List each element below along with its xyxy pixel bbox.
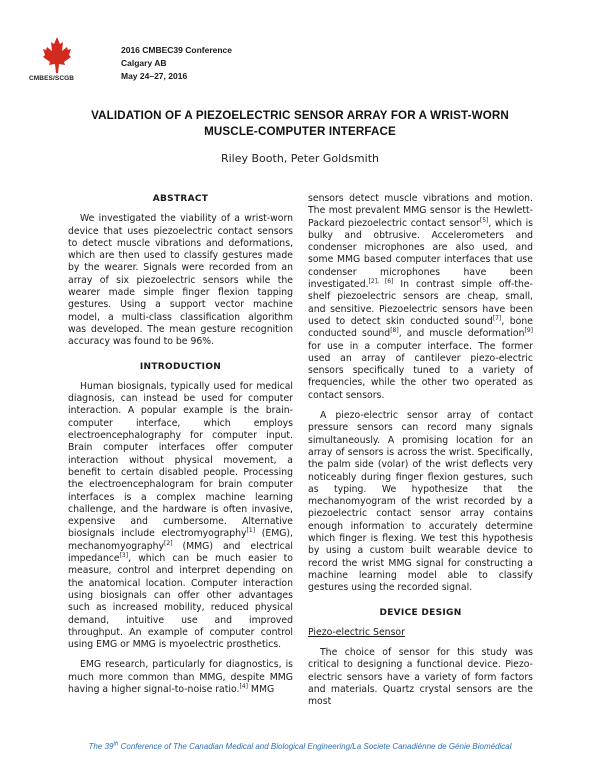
device-design-heading: DEVICE DESIGN [379, 607, 462, 618]
conference-location: Calgary AB [121, 58, 167, 68]
paper-title [40, 108, 560, 140]
authors: Riley Booth, Peter Goldsmith [220, 152, 379, 165]
intro-paragraph-2-continued: sensors detect muscle vibrations and motion. The most prevalent MMG sensor is the Hewlett-Packard piezoelectric contact sensor[5], which is bulky and obtrusive. Accelerometers and condenser microphones are also used, and some MMG based computer interfaces that use condenser microphones have been investigated.[2], [6] In contrast simple off-the-shelf piezoelectric sensors are cheap, small, and sensitive. Piezoelectric sensors have been used to detect skin conducted sound[7], bone conducted sound[8], and muscle deformation[9] for use in a computer interface. The former used an array of cantilever piezo-electric sensors specifically tuned to a variety of frequencies, while the other two operated as contact sensors. [308, 193, 533, 401]
logo-text: CMBES/SCGB [29, 75, 75, 82]
intro-paragraph-3: A piezo-electric sensor array of contact pressure sensors can record many signals simultaneously. A promising location for an array of sensors is across the wrist. Specifically, the palm side (volar) of the wrist deflects very noticeably during finger flexion gestures, such as typing. We hypothesize that the mechanomyogram of the wrist recorded by a piezoelectric contact sensor array contains enough information to accurately determine which finger is flexing. We test this hypothesis by using a custom built wearable device to record the wrist MMG signal for constructing a machine learning model able to classify gestures using the recorded signal. [308, 410, 533, 594]
citation: [7] [492, 314, 502, 322]
conference-info [121, 44, 232, 83]
intro-paragraph-2: EMG research, particularly for diagnostics, is much more common than MMG, despite MMG having a higher signal-to-noise ratio.[4] MMG [68, 659, 293, 695]
citation: [1] [246, 527, 256, 535]
conference-name: 2016 CMBEC39 Conference [121, 45, 233, 55]
left-column [68, 193, 293, 704]
citation: [2] [164, 539, 173, 547]
citation: [3] [119, 551, 129, 559]
citation: [9] [524, 327, 533, 335]
introduction-heading: INTRODUCTION [139, 361, 222, 372]
footer-text: The 39th Conference of The Canadian Medical and Biological Engineering/La Societe Canadiénne de Génie Biomédical [88, 741, 512, 751]
citation: [5] [479, 216, 489, 224]
right-column [308, 193, 533, 717]
intro-paragraph-1: Human biosignals, typically used for medical diagnosis, can instead be used for computer interaction. A popular example is the brain-computer interface, which employs electroencephalography for computer input. Brain computer interfaces offer computer interaction without physical movement, a benefit to certain disabled people. Processing the electroencephalogram for brain computer interfaces is a complex machine learning challenge, and the hardware is often invasive, expensive and cumbersome. Alternative biosignals include electromyography[1] (EMG), mechanomyography[2] (MMG) and electrical impedance[3], which can be much easier to measure, control and interpret depending on the anatomical location. Computer interaction using biosignals can offer other advantages such as increased mobility, reduced physical demand, intuitive use and improved throughput. An example of computer control using EMG or MMG is myoelectric prosthetics. [68, 380, 293, 651]
title-line-1: VALIDATION OF A PIEZOELECTRIC SENSOR ARRAY FOR A WRIST-WORN [91, 109, 509, 122]
citation: [4] [239, 682, 248, 690]
piezo-sensor-subheading: Piezo-electric Sensor [308, 626, 405, 638]
abstract-heading: ABSTRACT [152, 194, 209, 204]
cmbes-logo [22, 36, 92, 86]
citation: [2], [6] [368, 277, 394, 285]
citation: [8] [390, 327, 399, 335]
device-design-paragraph-1: The choice of sensor for this study was critical to designing a functional device. Piezo-electric sensors have a variety of form factors and materials. Quartz crystal sensors are the most [308, 647, 533, 708]
maple-leaf-icon [42, 36, 72, 74]
conference-header [22, 36, 322, 86]
abstract-text: We investigated the viability of a wrist-worn device that uses piezoelectric contact sensors to detect muscle vibrations and deformations, which are then used to classify gestures made by the wearer. Signals were recorded from an array of six piezoelectric sensors while the wearer made simple finger flexion tapping gestures. Using a support vector machine model, a multi-class classification algorithm was developed. The mean gesture recognition accuracy was found to be 96%. [68, 213, 293, 348]
conference-dates: May 24–27, 2016 [121, 71, 188, 81]
title-line-2: MUSCLE-COMPUTER INTERFACE [204, 125, 396, 138]
